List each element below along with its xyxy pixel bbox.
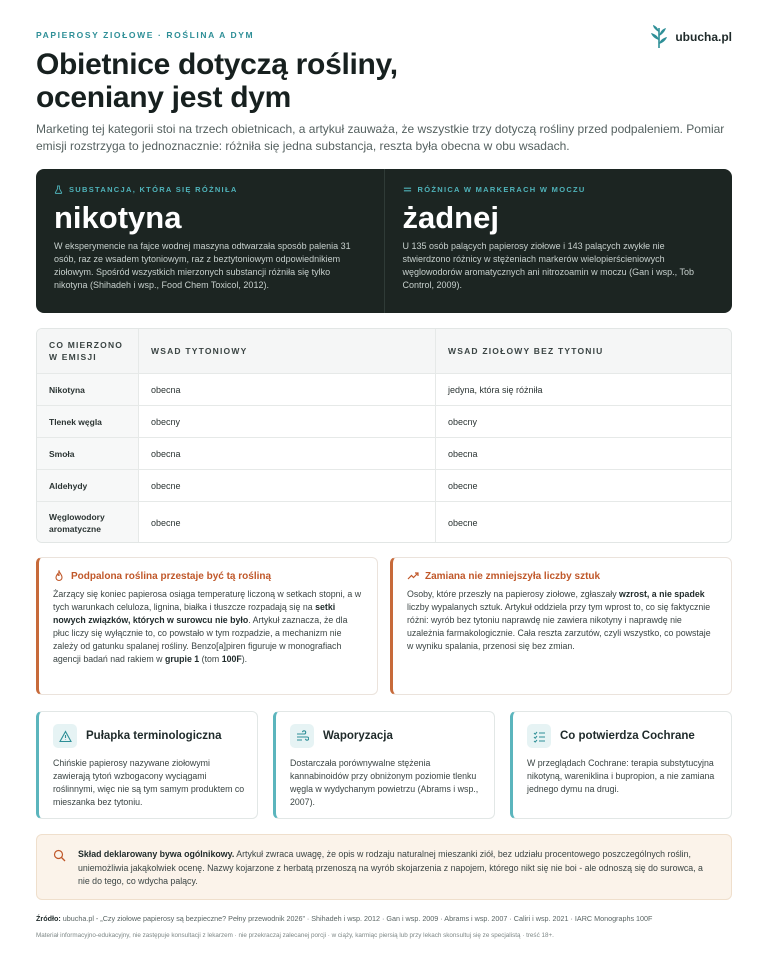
vapor-icon	[296, 730, 309, 743]
info-card-cochrane	[510, 711, 732, 819]
equals-icon	[403, 185, 412, 194]
table-cell-tobacco: obecny	[139, 406, 436, 437]
table-row	[37, 469, 731, 501]
note-text: Skład deklarowany bywa ogólnikowy. Artykuł zwraca uwagę, że opis w rodzaju naturalnej mieszanki ziół, bez udziału procentowego poszczególnych roślin, uniemożliwia jakąkolwiek ocenę. Nazwy kojarzone z herbatą przenoszą na wyrób skojarzenia z napojem, którego nikt się nie boi - ale odnoszą się do surowca, a nie do tego, co wdycha palący.	[78, 849, 703, 886]
table-cell-herbal: obecne	[448, 517, 478, 528]
highlight-nicotine	[36, 169, 384, 313]
warning-card-combustion	[36, 557, 378, 695]
warning-card-quantity	[390, 557, 732, 695]
title-line-2: oceniany jest dym	[36, 81, 291, 114]
checklist-icon	[533, 730, 546, 743]
composition-note	[36, 834, 732, 900]
warning-triangle-icon	[59, 730, 72, 743]
table-cell-herbal: obecny	[448, 416, 478, 427]
source-line: Źródło: ubucha.pl - „Czy ziołowe papierosy są bezpieczne? Pełny przewodnik 2026” · Shihadeh i wsp. 2012 · Gan i wsp. 2009 · Abrams i wsp. 2007 · Caliri i wsp. 2021 · IARC Monographs 100F	[36, 914, 653, 923]
highlight-panel	[36, 169, 732, 313]
table-header-cell: WSAD ZIOŁOWY BEZ TYTONIU	[448, 346, 604, 356]
eyebrow-label: PAPIEROSY ZIOŁOWE · ROŚLINA A DYM	[36, 30, 255, 40]
lead-paragraph: Marketing tej kategorii stoi na trzech obietnicach, a artykuł zauważa, że wszystkie trzy dotyczą rośliny przed podpaleniem. Pomiar emisji rozstrzyga to jednoznacznie: różniła się jedna substancja, reszta była obecna w obu wsadach.	[36, 122, 725, 153]
table-header-row	[37, 329, 731, 373]
table-cell-substance: Nikotyna	[37, 374, 139, 405]
trend-up-icon	[407, 570, 419, 582]
warning-title: Podpalona roślina przestaje być tą rośliną	[53, 570, 363, 582]
table-cell-tobacco: obecna	[139, 438, 436, 469]
table-cell-tobacco: obecna	[139, 374, 436, 405]
highlight-text: W eksperymencie na fajce wodnej maszyna odtwarzała sposób palenia 31 osób, raz ze wsadem tytoniowym, raz z beztytoniowym odpowiednikiem ziołowym. Spośród wszystkich mierzonych substancji różniła się tylko nikotyna (Shihadeh i wsp., Food Chem Toxicol, 2012).	[54, 241, 351, 290]
info-title: Pułapka terminologiczna	[86, 730, 222, 742]
warning-text: Osoby, które przeszły na papierosy ziołowe, zgłaszały wzrost, a nie spadek liczby wypalanych sztuk. Artykuł oddziela przy tym wprost to, co się faktycznie różni: wyrób bez tytoniu naprawdę nie zawiera nikotyny i naprawdę nie uzależnia farmakologicznie. Cała reszta zarzutów, czyli wszystko, co powstaje w wyniku spalania, przenosi się bez zmian.	[407, 589, 711, 651]
info-title: Waporyzacja	[323, 730, 393, 742]
table-header-cell: CO MIERZONO W EMISJI	[37, 329, 139, 373]
title-line-1: Obietnice dotyczą rośliny,	[36, 48, 398, 81]
search-icon	[53, 849, 66, 862]
table-cell-herbal: obecna	[448, 448, 478, 459]
warning-title: Zamiana nie zmniejszyła liczby sztuk	[407, 570, 717, 582]
flame-icon	[53, 570, 65, 582]
highlight-big-value: nikotyna	[54, 200, 182, 235]
table-header-cell: WSAD TYTONIOWY	[139, 329, 436, 373]
page-title	[36, 48, 596, 114]
info-text: Dostarczała porównywalne stężenia kannabinoidów przy obniżonym poziomie tlenku węgla w wydychanym powietrzu (Abrams i wsp., 2007).	[290, 758, 479, 807]
disclaimer: Materiał informacyjno-edukacyjny, nie zastępuje konsultacji z lekarzem · nie przekraczaj zalecanej porcji · w ciąży, karmiąc piersią lub przy lekach skonsultuj się ze specjalistą · treść 18+.	[36, 932, 554, 939]
emission-table	[36, 328, 732, 543]
leaf-logo-icon	[649, 24, 669, 50]
table-row	[37, 437, 731, 469]
highlight-big-value: żadnej	[402, 200, 499, 235]
warning-text: Żarzący się koniec papierosa osiąga temperaturę liczoną w setkach stopni, a w tych warunkach celuloza, lignina, białka i tłuszcze rozpadają się na setki nowych związków, których w surowcu nie było. Artykuł zaznacza, że dla płuc liczy się wyłącznie to, co powstało w tym rozpadzie, a mechanizm nie zależy od gatunku spalanej rośliny. Benzo[a]piren figuruje w monografiach agencji badań nad rakiem w grupie 1 (tom 100F).	[53, 589, 362, 664]
table-row	[37, 373, 731, 405]
highlight-label: RÓŻNICA W MARKERACH W MOCZU	[403, 185, 715, 194]
table-row	[37, 501, 731, 543]
table-cell-herbal: jedyna, która się różniła	[448, 384, 543, 395]
table-cell-substance: Tlenek węgla	[37, 406, 139, 437]
table-cell-substance: Aldehydy	[37, 470, 139, 501]
info-card-terminology	[36, 711, 258, 819]
table-cell-tobacco: obecne	[139, 502, 436, 543]
table-cell-substance: Węglowodory aromatyczne	[37, 502, 139, 543]
flask-icon	[54, 185, 63, 194]
info-title: Co potwierdza Cochrane	[560, 730, 695, 742]
table-row	[37, 405, 731, 437]
info-text: W przeglądach Cochrane: terapia substytucyjna nikotyną, wareniklina i bupropion, a nie zamiana jednego dymu na drugi.	[527, 758, 715, 794]
info-card-vaporization	[273, 711, 495, 819]
table-cell-tobacco: obecne	[139, 470, 436, 501]
highlight-text: U 135 osób palących papierosy ziołowe i 143 palących zwykłe nie stwierdzono różnicy w stężeniach markerów wielopierścieniowych węglowodorów aromatycznych ani nitrozoamin w moczu (Gan i wsp., Tob Control, 2009).	[402, 241, 694, 290]
highlight-label: SUBSTANCJA, KTÓRA SIĘ RÓŻNIŁA	[54, 185, 366, 194]
highlight-urine-markers	[384, 169, 733, 313]
brand-name: ubucha.pl	[675, 30, 732, 44]
table-cell-substance: Smoła	[37, 438, 139, 469]
brand-logo[interactable]	[649, 24, 732, 50]
info-text: Chińskie papierosy nazywane ziołowymi zawierają tytoń wzbogacony wyciągami roślinnymi, więc nie są tym samym produktem co mieszanka bez tytoniu.	[53, 758, 245, 807]
table-cell-herbal: obecne	[448, 480, 478, 491]
